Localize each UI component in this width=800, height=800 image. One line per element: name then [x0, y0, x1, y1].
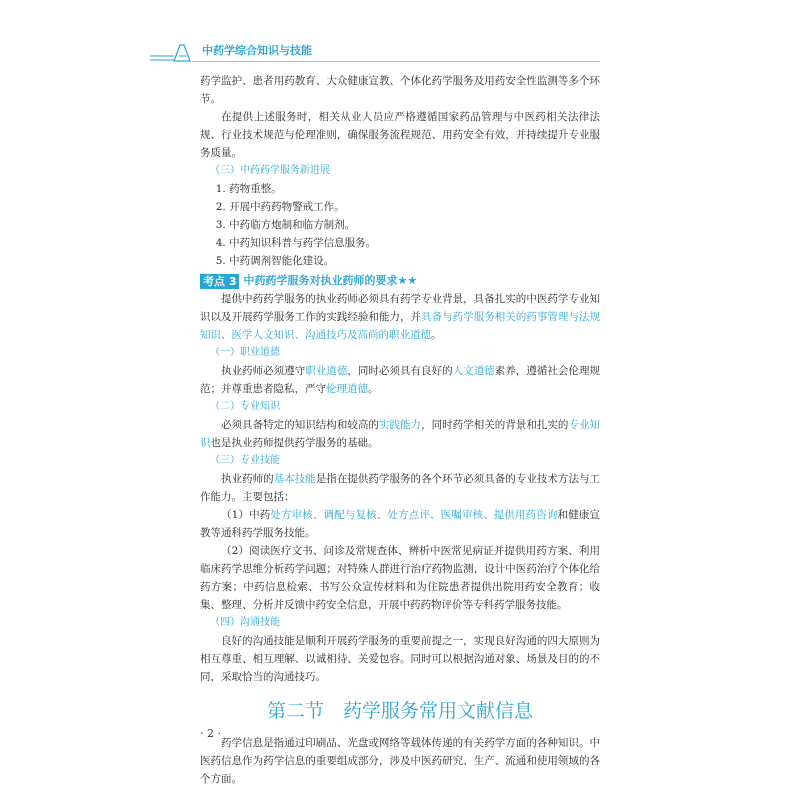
paragraph: 药学监护、患者用药教育、大众健康宣教、个体化药学服务及用药安全性监测等多个环节。 [200, 75, 600, 105]
highlight-text: 人文道德 [452, 365, 495, 377]
paragraph: （2）阅读医疗文书、问诊及常规查体、辨析中医常见病证并提供用药方案、利用临床药学思维分析药学问题；对特殊人群进行治疗药物监测，设计中医药治疗个体化给药方案；中药信息检索、书写公众宣传材料和为住院患者提供出院用药安全教育；收集、整理、分析并反馈中药安全信息，开展中药药物评价等专科药学服务技能。 [200, 545, 600, 611]
text-run: ，同时药学相关的背景和扎实的 [421, 419, 569, 431]
highlight-text: 实践能力 [378, 419, 422, 431]
paragraph [200, 416, 600, 452]
list-item: 1. 药物重整。 [215, 183, 282, 195]
highlight-text: 处方审核、调配与复核、处方点评、医嘱审核、提供用药咨询 [270, 509, 558, 521]
subsection-heading: （三）中药药学服务新进展 [210, 165, 330, 176]
highlight-text: 专业知识 [200, 419, 601, 449]
header-title: 中药学综合知识与技能 [202, 44, 312, 57]
exam-point-heading [200, 272, 600, 290]
text-run: 。 [368, 383, 379, 395]
subsection-heading: （四）沟通技能 [210, 617, 280, 628]
subsection-heading: （一）职业道德 [210, 347, 280, 358]
highlight-text: 职业道德 [305, 365, 348, 377]
text-run: 也是执业药师提供药学服务的基础。 [210, 437, 379, 449]
exam-point-title: 中药药学服务对执业药师的要求★★ [243, 274, 418, 287]
paragraph: 药学信息是指通过印刷品、光盘或网络等载体传递的有关药学方面的各种知识。中医药信息作为药学信息的重要组成部分，涉及中医药研究、生产、流通和使用领域的各个方面。 [200, 737, 600, 785]
paragraph: 良好的沟通技能是顺利开展药学服务的重要前提之一，实现良好沟通的四大原则为相互尊重、相互理解、以诚相待、关爱包容。同时可以根据沟通对象、场景及目的的不同，采取恰当的沟通技巧。 [200, 635, 600, 683]
text-run: ，同时必须具有良好的 [347, 365, 453, 377]
exam-point-badge: 考点 3 [200, 274, 239, 289]
text-run: 素养，遵循社会伦理规范；并尊重患者隐私，严守 [200, 365, 601, 395]
paragraph: 在提供上述服务时，相关从业人员应严格遵循国家药品管理与中医药相关法律法规、行业技术规范与伦理准则，确保服务流程规范、用药安全有效，并持续提升专业服务质量。 [200, 111, 600, 159]
paragraph [200, 362, 600, 398]
page-body [200, 72, 600, 788]
list-item: 4. 中药知识科普与药学信息服务。 [215, 237, 377, 249]
text-run: 是指在提供药学服务的各个环节必须具备的专业技术方法与工作能力。主要包括： [200, 473, 601, 503]
text-run: （1）中药 [221, 509, 271, 521]
section-title: 第二节 药学服务常用文献信息 [266, 700, 533, 722]
header-rule [192, 61, 600, 62]
paragraph [200, 290, 600, 344]
list-item: 5. 中药调剂智能化建设。 [215, 255, 335, 267]
page-number: · 2 · [200, 727, 221, 740]
text-run: 执业药师必须遵守 [221, 365, 306, 377]
subsection-heading: （三）专业技能 [210, 455, 280, 466]
list-item: 2. 开展中药药物警戒工作。 [215, 201, 345, 213]
list-item: 3. 中药临方炮制和临方制剂。 [215, 219, 356, 231]
book-logo-icon [150, 42, 194, 64]
text-run: 和健康宣教等通科药学服务技能。 [200, 509, 601, 539]
highlight-text: 具备与药学服务相关的药事管理与法规知识、医学人文知识、沟通技巧及高尚的职业道德 [200, 311, 601, 341]
running-header [150, 40, 600, 64]
highlight-text: 伦理道德 [326, 383, 368, 395]
subsection-heading: （二）专业知识 [210, 401, 280, 412]
paragraph [200, 506, 600, 542]
text-run: 。 [431, 329, 442, 341]
paragraph [200, 470, 600, 506]
text-run: 提供中药药学服务的执业药师必须具有药学专业背景，具备扎实的中医药学专业知识以及开展药学服务工作的实践经验和能力，并 [200, 293, 600, 323]
highlight-text: 基本技能 [273, 473, 316, 485]
text-run: 执业药师的 [221, 473, 274, 485]
text-run: 必须具备特定的知识结构和较高的 [221, 419, 379, 431]
